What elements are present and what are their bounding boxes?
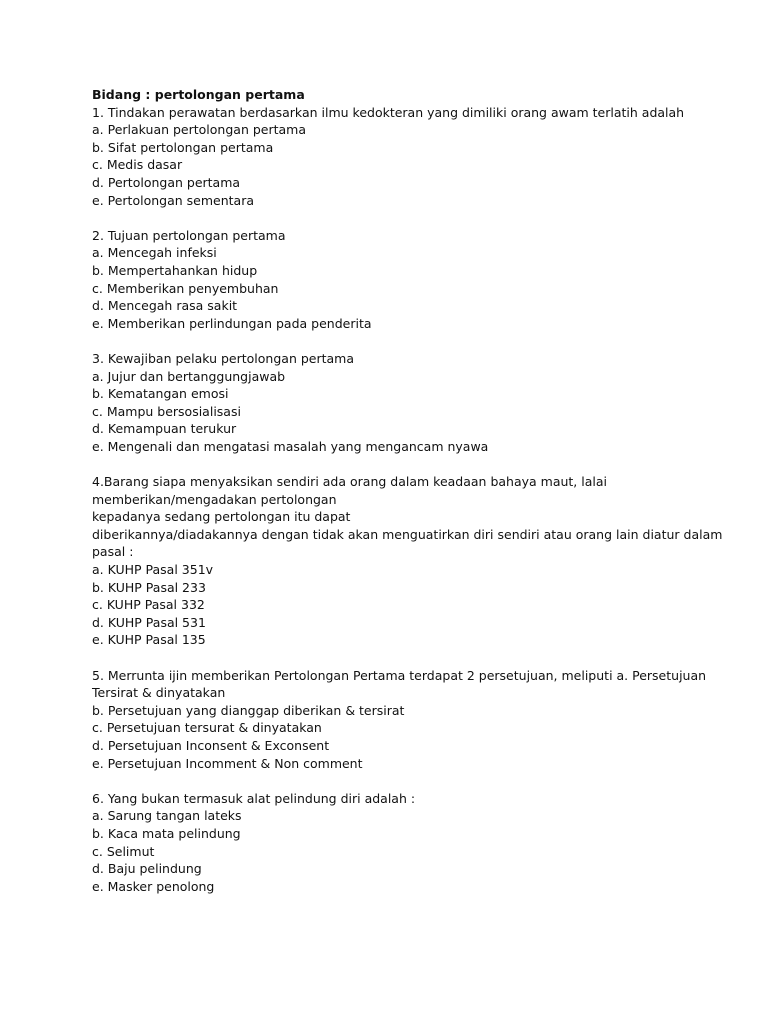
question-4-text-line-4: diberikannya/diadakannya dengan tidak akan menguatirkan diri sendiri atau orang lain diatur dalam [92, 526, 723, 542]
question-4-text-line-3: kepadanya sedang pertolongan itu dapat [92, 509, 351, 525]
question-2-text: 2. Tujuan pertolongan pertama [92, 227, 286, 243]
question-3-option-c: c. Mampu bersosialisasi [92, 403, 241, 419]
question-6-option-a: a. Sarung tangan lateks [92, 808, 242, 824]
question-1-option-c: c. Medis dasar [92, 157, 183, 173]
question-4-option-d: d. KUHP Pasal 531 [92, 614, 206, 630]
question-4-text-line-2: memberikan/mengadakan pertolongan [92, 491, 337, 507]
document-heading: Bidang : pertolongan pertama [92, 87, 305, 102]
question-6-option-e: e. Masker penolong [92, 878, 215, 894]
question-2-option-b: b. Mempertahankan hidup [92, 262, 258, 278]
question-4-option-b: b. KUHP Pasal 233 [92, 579, 206, 595]
question-6-text: 6. Yang bukan termasuk alat pelindung diri adalah : [92, 790, 416, 806]
question-5-option-c: c. Persetujuan tersurat & dinyatakan [92, 720, 322, 736]
spacer [92, 332, 692, 350]
question-4-option-c: c. KUHP Pasal 332 [92, 597, 205, 613]
question-1-option-d: d. Pertolongan pertama [92, 174, 241, 190]
spacer [92, 209, 692, 227]
question-5-option-b: b. Persetujuan yang dianggap diberikan & tersirat [92, 702, 405, 718]
question-4-option-a: a. KUHP Pasal 351v [92, 562, 214, 578]
question-3-option-a: a. Jujur dan bertanggungjawab [92, 368, 286, 384]
question-5-text-line-2: Tersirat & dinyatakan [92, 685, 226, 701]
question-4-text-line-1: 4.Barang siapa menyaksikan sendiri ada orang dalam keadaan bahaya maut, lalai [92, 474, 607, 490]
question-3-option-d: d. Kemampuan terukur [92, 421, 237, 437]
question-1-option-a: a. Perlakuan pertolongan pertama [92, 122, 307, 138]
spacer [92, 649, 692, 667]
question-5-option-d: d. Persetujuan Inconsent & Exconsent [92, 737, 330, 753]
question-2-option-c: c. Memberikan penyembuhan [92, 280, 279, 296]
spacer [92, 455, 692, 473]
question-4-option-e: e. KUHP Pasal 135 [92, 632, 206, 648]
document-page [92, 86, 723, 895]
question-5-text-line-1: 5. Merrunta ijin memberikan Pertolongan Pertama terdapat 2 persetujuan, meliputi a. Persetujuan [92, 667, 707, 683]
question-5-option-e: e. Persetujuan Incomment & Non comment [92, 755, 363, 771]
question-3-text: 3. Kewajiban pelaku pertolongan pertama [92, 350, 354, 366]
question-6-option-c: c. Selimut [92, 843, 155, 859]
question-1-option-b: b. Sifat pertolongan pertama [92, 139, 274, 155]
question-3-option-b: b. Kematangan emosi [92, 386, 229, 402]
question-2-option-e: e. Memberikan perlindungan pada penderita [92, 315, 372, 331]
question-6-option-b: b. Kaca mata pelindung [92, 825, 241, 841]
question-1-option-e: e. Pertolongan sementara [92, 192, 254, 208]
question-4-text-line-5: pasal : [92, 544, 134, 560]
question-2-option-a: a. Mencegah infeksi [92, 245, 217, 261]
question-3-option-e: e. Mengenali dan mengatasi masalah yang mengancam nyawa [92, 438, 489, 454]
question-6-option-d: d. Baju pelindung [92, 861, 202, 877]
spacer [92, 772, 692, 790]
question-2-option-d: d. Mencegah rasa sakit [92, 298, 238, 314]
question-1-text: 1. Tindakan perawatan berdasarkan ilmu kedokteran yang dimiliki orang awam terlatih adalah [92, 104, 685, 120]
